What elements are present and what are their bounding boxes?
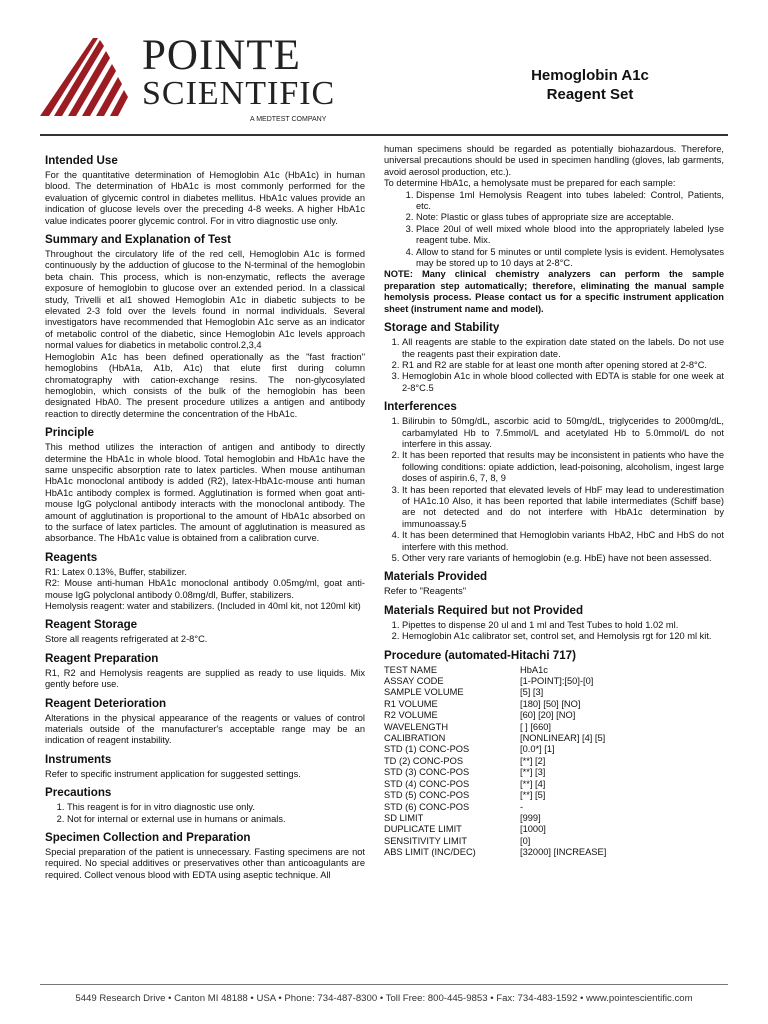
table-row: [384, 687, 606, 698]
table-row: [384, 790, 606, 801]
table-row: [384, 733, 606, 744]
materials-provided-text: Refer to "Reagents": [384, 586, 467, 597]
procedure-value: [1000]: [520, 824, 546, 835]
list-item: 4. It has been determined that Hemoglobin variants HbA2, HbC and HbS do not interfere with this method.: [402, 530, 724, 553]
table-row: [384, 676, 606, 687]
list-item: 1. All reagents are stable to the expiration date stated on the labels. Do not use the reagents past their expiration date.: [402, 337, 724, 360]
footer-rule: [40, 984, 728, 985]
table-row: [384, 802, 606, 813]
heading-precautions: Precautions: [45, 786, 112, 800]
procedure-parameter: TD (2) CONC-POS: [384, 755, 464, 766]
procedure-parameter: WAVELENGTH: [384, 721, 449, 732]
procedure-parameter: STD (3) CONC-POS: [384, 767, 470, 778]
procedure-parameter: STD (4) CONC-POS: [384, 778, 470, 789]
list-item: 4. Allow to stand for 5 minutes or until complete lysis is evident. Hemolysates may be stored up to 10 days at 2-8°C.: [416, 247, 724, 270]
procedure-parameter: CALIBRATION: [384, 733, 446, 744]
procedure-parameter: SENSITIVITY LIMIT: [384, 835, 468, 846]
header-rule: [40, 134, 728, 136]
procedure-value: [180] [50] [NO]: [520, 698, 581, 709]
hemolysate-steps: [384, 190, 724, 270]
company-logo: [40, 34, 340, 124]
procedure-value: HbA1c: [520, 664, 548, 675]
procedure-value: [**] [2]: [520, 755, 546, 766]
table-row: [384, 836, 606, 847]
procedure-value: [**] [4]: [520, 778, 546, 789]
title-line-2: Reagent Set: [546, 86, 634, 103]
reagent-deterioration-text: Alterations in the physical appearance of the reagents or values of control materials outside of the manufacturer's acceptable range may be an indication of reagent instability.: [45, 712, 365, 746]
reagent-preparation-text: R1, R2 and Hemolysis reagents are supplied as ready to use liquids. Mix gently before use.: [45, 667, 365, 690]
left-column: [45, 148, 365, 881]
procedure-parameter: R2 VOLUME: [384, 710, 438, 721]
heading-reagents: Reagents: [45, 550, 98, 564]
specimen-continued-text: human specimens should be regarded as potentially biohazardous. Therefore, universal precautions should be used in specimen handling (gloves, lab garments, avoid aerosol production, etc.).: [384, 144, 724, 177]
list-item: 3. It has been reported that elevated levels of HbF may lead to underestimation of HA1c.10 Also, it has been reported that labile intermediates (Schiff base) are not detected and do not interfere with HbA1c determination by immunoassay.5: [402, 485, 724, 531]
heading-storage-stability: Storage and Stability: [384, 321, 500, 335]
heading-specimen: Specimen Collection and Preparation: [45, 831, 251, 845]
procedure-parameter: SD LIMIT: [384, 812, 424, 823]
list-item: 2. Hemoglobin A1c calibrator set, control set, and Hemolysis rgt for 120 ml kit.: [402, 631, 724, 642]
logo-text-pointe: POINTE: [142, 32, 301, 79]
procedure-value: [NONLINEAR] [4] [5]: [520, 733, 606, 744]
list-item: 3. Hemoglobin A1c in whole blood collected with EDTA is stable for one week at 2-8°C.5: [402, 371, 724, 394]
heading-reagent-storage: Reagent Storage: [45, 618, 138, 632]
summary-text-2: Hemoglobin A1c has been defined operationally as the "fast fraction" hemoglobins (HbA1a, A1b, A1c) that elute first during column chromatography with cation-exchange resins. The non-glycosylated hemoglobin, which consists of the bulk of the hemoglobin has been designated HbA0. The present procedure utilizes a antigen and antibody reaction to directly determine the concentration of the HbA1c.: [45, 351, 365, 419]
table-row: [384, 722, 606, 733]
reagent-storage-text: Store all reagents refrigerated at 2-8°C.: [45, 634, 208, 645]
procedure-value: [32000] [INCREASE]: [520, 847, 607, 858]
list-item: 2. It has been reported that results may be inconsistent in patients who have the following conditions: opiate addiction, lead-poisoning, alcoholism, ingest large doses of aspirin.6, 7, 8, 9: [402, 450, 724, 484]
table-row: [384, 665, 606, 676]
heading-materials-required: Materials Required but not Provided: [384, 603, 584, 617]
procedure-parameter: STD (1) CONC-POS: [384, 744, 470, 755]
procedure-parameter: STD (6) CONC-POS: [384, 801, 470, 812]
logo-tagline: A MEDTEST COMPANY: [250, 116, 327, 123]
instrument-note: NOTE: Many clinical chemistry analyzers can perform the sample preparation step automatically; therefore, eliminating the manual sample hemolysis process. Please contact us for a specific instrument application sheet (instrument name and model).: [384, 269, 724, 314]
list-item: 1. Bilirubin to 50mg/dL, ascorbic acid to 50mg/dL, triglycerides to 2000mg/dL, carbamylated Hb to 7.5mmol/L and acetylated Hb to 5.0mmol/L do not interfere in this assay.: [402, 416, 724, 450]
precautions-list: [45, 802, 365, 825]
storage-stability-list: [384, 337, 724, 394]
specimen-text: Special preparation of the patient is unnecessary. Fasting specimens are not required. No special additives or preservatives other than anticoagulants are required. Collect venous blood with EDTA using aseptic technique. All: [45, 847, 365, 880]
procedure-value: [**] [5]: [520, 790, 546, 801]
heading-materials-provided: Materials Provided: [384, 570, 488, 584]
footer-contact: 5449 Research Drive • Canton MI 48188 • USA • Phone: 734-487-8300 • Toll Free: 800-445-9853 • Fax: 734-483-1592 • www.pointescientific.com: [75, 993, 693, 1004]
intended-use-text: For the quantitative determination of Hemoglobin A1c (HbA1c) in human blood. The determination of HbA1c is most commonly performed for the evaluation of glycemic control in diabetes mellitus. HbA1c values provide an indication of glucose levels over the preceding 4-8 weeks. A higher HbA1c value indicates poorer glycemic control. For in vitro diagnostic use only.: [45, 170, 365, 226]
summary-text-1: Throughout the circulatory life of the red cell, Hemoglobin A1c is formed continuously by the adduction of glucose to the N-terminal of the hemoglobin beta chain. This process, which is non-enzymatic, reflects the average exposure of hemoglobin to glucose over an extended period. In a classical study, Trivelli et al1 showed Hemoglobin A1c in diabetic subjects to be elevated 2-3 fold over the levels found in normal individuals. Several investigators have recommended that Hemoglobin A1c serve as an indicator of metabolic control of the diabetic, since Hemoglobin A1c levels approach normal values for diabetics in metabolic control.2,3,4: [45, 249, 365, 351]
heading-intended-use: Intended Use: [45, 154, 118, 167]
procedure-parameter: SAMPLE VOLUME: [384, 687, 464, 698]
document-title: [490, 66, 690, 104]
heading-principle: Principle: [45, 426, 94, 440]
list-item: 2. Not for internal or external use in humans or animals.: [67, 814, 365, 825]
procedure-value: [1-POINT]:[50]-[0]: [520, 676, 594, 687]
procedure-value: [0]: [520, 835, 531, 846]
list-item: 1. Pipettes to dispense 20 ul and 1 ml and Test Tubes to hold 1.02 ml.: [402, 620, 724, 631]
list-item: 1. This reagent is for in vitro diagnostic use only.: [67, 802, 365, 813]
procedure-value: [999]: [520, 812, 541, 823]
procedure-parameter: ABS LIMIT (INC/DEC): [384, 847, 476, 858]
procedure-parameter: R1 VOLUME: [384, 698, 438, 709]
table-row: [384, 744, 606, 755]
heading-reagent-deterioration: Reagent Deterioration: [45, 696, 167, 710]
procedure-value: [60] [20] [NO]: [520, 710, 576, 721]
table-row: [384, 779, 606, 790]
interferences-list: [384, 416, 724, 564]
heading-instruments: Instruments: [45, 752, 112, 766]
list-item: 5. Other very rare variants of hemoglobin (e.g. HbE) have not been assessed.: [402, 553, 724, 564]
heading-interferences: Interferences: [384, 400, 457, 414]
reagent-hemolysis: Hemolysis reagent: water and stabilizers. (Included in 40ml kit, not 120ml kit): [45, 601, 361, 611]
table-row: [384, 756, 606, 767]
right-column: [384, 144, 724, 859]
hemolysate-intro: To determine HbA1c, a hemolysate must be prepared for each sample:: [384, 178, 676, 189]
procedure-value: [5] [3]: [520, 687, 544, 698]
logo-text-scientific: SCIENTIFIC: [142, 75, 336, 112]
list-item: 2. Note: Plastic or glass tubes of appropriate size are acceptable.: [416, 212, 724, 223]
procedure-value: [0.0*] [1]: [520, 744, 555, 755]
procedure-value: -: [520, 801, 524, 812]
list-item: 2. R1 and R2 are stable for at least one month after opening stored at 2-8°C.: [402, 360, 724, 371]
table-row: [384, 699, 606, 710]
list-item: 3. Place 20ul of well mixed whole blood into the appropriately labeled lyse reagent tube. Mix.: [416, 224, 724, 247]
title-line-1: Hemoglobin A1c: [531, 67, 649, 84]
list-item: 1. Dispense 1ml Hemolysis Reagent into tubes labeled: Control, Patients, etc.: [416, 190, 724, 213]
table-row: [384, 847, 606, 858]
table-row: [384, 813, 606, 824]
procedure-parameter: DUPLICATE LIMIT: [384, 824, 462, 835]
table-row: [384, 824, 606, 835]
heading-procedure: Procedure (automated-Hitachi 717): [384, 648, 576, 662]
principle-text: This method utilizes the interaction of antigen and antibody to directly determine the HbA1c in whole blood. Total hemoglobin and HbA1c have the same unspecific absorption rate to latex particles. When mouse antihuman HbA1c monoclonal antibody is added (R2), latex-HbA1c-mouse anti human HbA1c antibody complex is formed. Agglutination is formed when goat anti-mouse IgG polyclonal antibody interacts with the monoclonal antibody. The amount of agglutination is proportional to the amount of HbA1c absorbed on to the surface of latex particles. The amount of agglutination is measured as absorbance. The HbA1c value is obtained from a calibration curve.: [45, 442, 365, 544]
materials-required-list: [384, 620, 724, 643]
procedure-table: [384, 665, 606, 859]
reagent-r2: R2: Mouse anti-human HbA1c monoclonal antibody 0.05mg/ml, goat anti-mouse IgG polyclonal antibody 0.08mg/dl, Buffer, stabilizers.: [45, 578, 365, 600]
logo-stripes-icon: [40, 38, 140, 116]
procedure-parameter: ASSAY CODE: [384, 676, 444, 687]
heading-summary: Summary and Explanation of Test: [45, 233, 231, 247]
heading-reagent-preparation: Reagent Preparation: [45, 651, 159, 665]
reagent-r1: R1: Latex 0.13%, Buffer, stabilizer.: [45, 566, 187, 577]
procedure-parameter: STD (5) CONC-POS: [384, 790, 470, 801]
procedure-value: [ ] [660]: [520, 721, 552, 732]
table-row: [384, 767, 606, 778]
instruments-text: Refer to specific instrument application for suggested settings.: [45, 768, 301, 779]
procedure-value: [**] [3]: [520, 767, 546, 778]
procedure-parameter: TEST NAME: [384, 664, 438, 675]
table-row: [384, 710, 606, 721]
